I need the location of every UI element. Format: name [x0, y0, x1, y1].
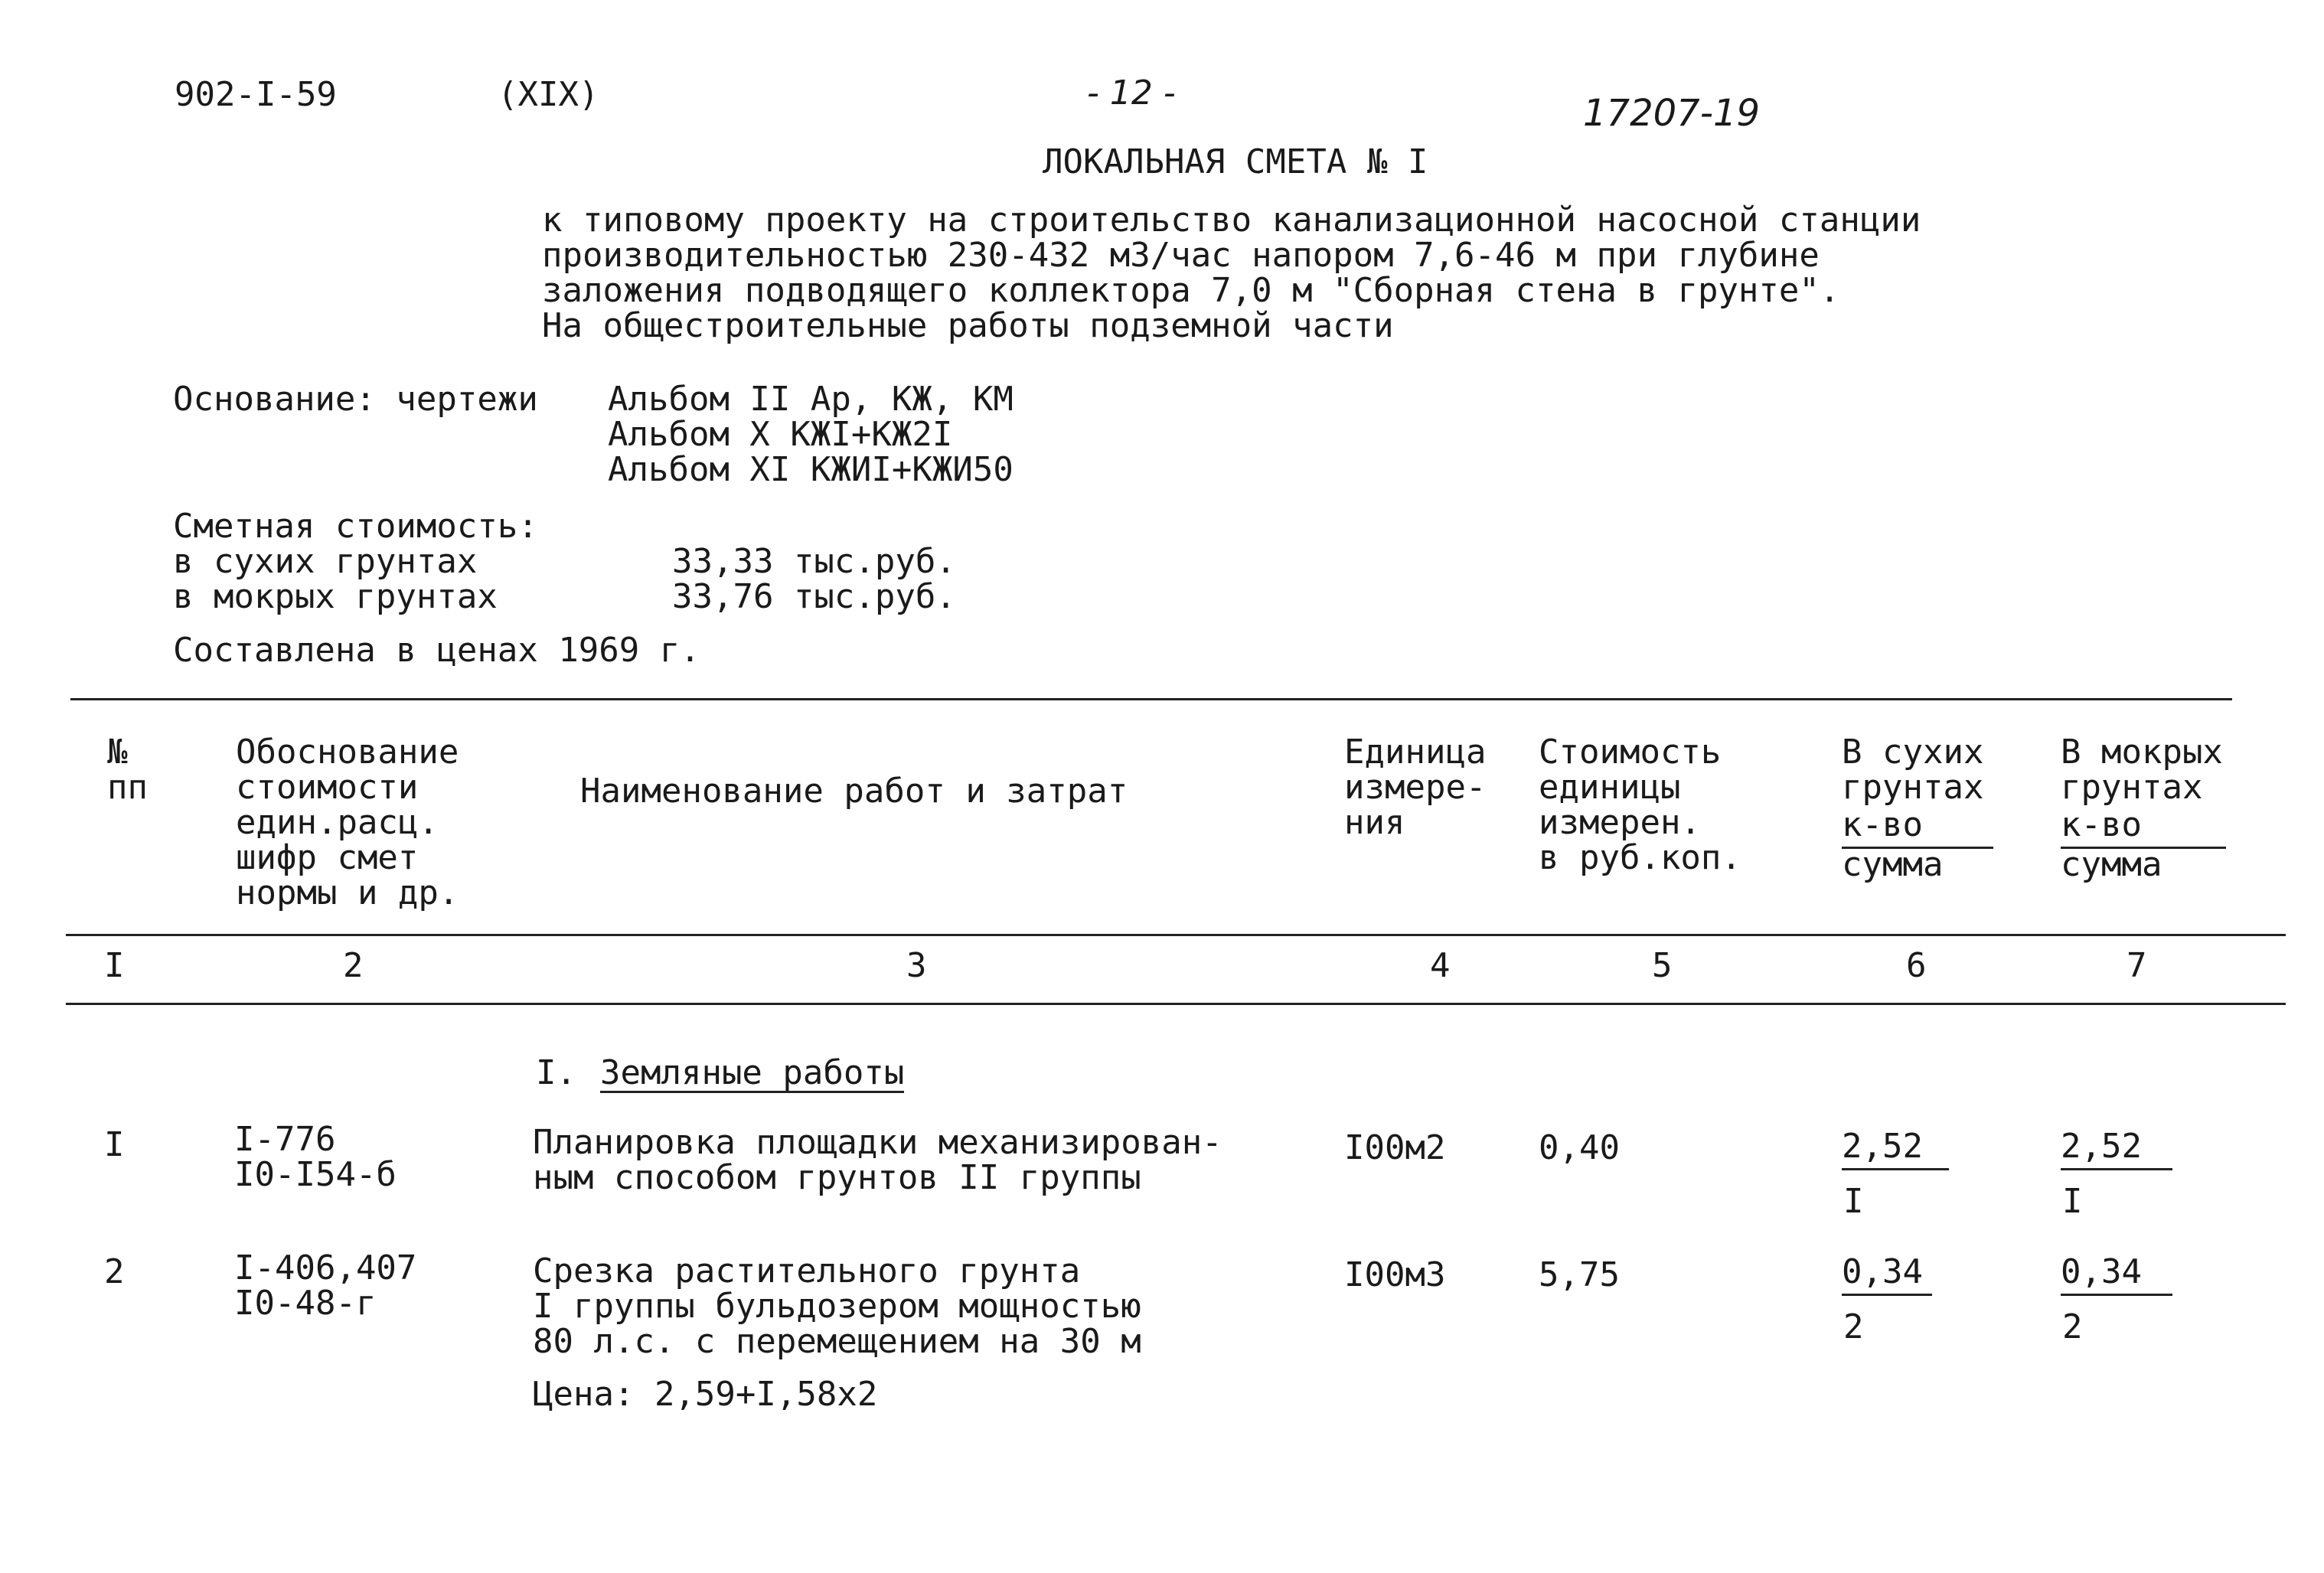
section-number: I.	[536, 1053, 576, 1092]
row-1-unit: I00м2	[1344, 1128, 1446, 1167]
row-1-wet-qty: 2,52	[2061, 1130, 2172, 1170]
column-number-2: 2	[343, 946, 364, 985]
row-2-price-note: Цена: 2,59+I,58x2	[533, 1375, 878, 1414]
cost-wet-value: 33,76 тыс.руб.	[672, 577, 956, 616]
header-dry-title: В сухих грунтах	[1842, 733, 1984, 807]
header-dry-sum: сумма	[1842, 845, 1944, 884]
cost-dry-value: 33,33 тыс.руб.	[672, 542, 956, 581]
subtitle-line-2: производительностью 230-432 м3/час напором 7,6-46 м при глубине	[542, 236, 1820, 275]
row-2-dry-sum: 2	[1843, 1307, 1864, 1346]
column-number-6: 6	[1906, 946, 1927, 985]
subtitle-line-4: На общестроительные работы подземной части	[542, 306, 1394, 345]
cost-wet-label: в мокрых грунтах	[173, 577, 498, 616]
document-title: ЛОКАЛЬНАЯ СМЕТА № I	[1043, 142, 1428, 181]
column-numbers-top-rule	[66, 934, 2286, 936]
column-number-1: I	[104, 946, 125, 985]
row-2-wet-qty: 0,34	[2061, 1255, 2172, 1296]
row-2-name: Срезка растительного грунта I группы бульдозером мощностью 80 л.с. с перемещением на 30 м	[533, 1252, 1141, 1361]
header-dry-qty: к-во	[1842, 808, 1993, 849]
row-1-name: Планировка площадки механизирован- ным способом грунтов II группы	[533, 1123, 1222, 1197]
header-wet-sum: сумма	[2061, 845, 2162, 884]
header-wet-qty: к-во	[2061, 808, 2226, 849]
row-1-wet-sum: I	[2062, 1182, 2083, 1221]
basis-album-1: Альбом II Ар, КЖ, КМ	[608, 380, 1013, 419]
basis-album-2: Альбом X КЖI+КЖ2I	[608, 415, 953, 454]
cost-label: Сметная стоимость:	[173, 507, 538, 546]
header-unit-cost: Стоимость единицы измерен. в руб.коп.	[1539, 733, 1741, 877]
column-numbers-bottom-rule	[66, 1003, 2286, 1005]
column-number-5: 5	[1652, 946, 1673, 985]
row-2-unit: I00м3	[1344, 1255, 1446, 1294]
row-2-number: 2	[104, 1252, 125, 1291]
column-number-4: 4	[1430, 946, 1451, 985]
header-basis: Обоснование стоимости един.расц. шифр смет нормы и др.	[236, 733, 459, 912]
row-2-wet-sum: 2	[2062, 1307, 2083, 1346]
header-number: № пп	[107, 733, 148, 807]
row-2-cost: 5,75	[1539, 1255, 1620, 1294]
row-1-basis: I-776 I0-I54-б	[234, 1120, 397, 1194]
document-code: 902-I-59	[175, 75, 337, 114]
row-1-dry-sum: I	[1843, 1182, 1864, 1221]
part-number: (XIX)	[498, 75, 599, 114]
row-2-basis: I-406,407 I0-48-г	[234, 1248, 417, 1323]
table-top-rule	[70, 698, 2232, 700]
header-wet-title: В мокрых грунтах	[2061, 733, 2223, 807]
section-title: Земляные работы	[600, 1053, 905, 1092]
page-number: - 12 -	[1087, 73, 1176, 113]
subtitle-line-3: заложения подводящего коллектора 7,0 м "Сборная стена в грунте".	[542, 271, 1840, 310]
header-unit: Единица измере- ния	[1344, 733, 1487, 842]
column-number-3: 3	[906, 946, 927, 985]
cost-dry-label: в сухих грунтах	[173, 542, 478, 581]
row-1-cost: 0,40	[1539, 1128, 1620, 1167]
column-number-7: 7	[2127, 946, 2147, 985]
header-work-name: Наименование работ и затрат	[580, 772, 1128, 811]
prices-note: Составлена в ценах 1969 г.	[173, 631, 700, 670]
subtitle-line-1: к типовому проекту на строительство канализационной насосной станции	[542, 201, 1921, 240]
basis-label: Основание: чертежи	[173, 380, 538, 419]
basis-album-3: Альбом XI КЖИI+КЖИ50	[608, 450, 1013, 489]
row-1-dry-qty: 2,52	[1842, 1130, 1949, 1170]
row-2-dry-qty: 0,34	[1842, 1255, 1932, 1296]
inventory-stamp: 17207-19	[1583, 92, 1761, 135]
row-1-number: I	[104, 1125, 125, 1164]
